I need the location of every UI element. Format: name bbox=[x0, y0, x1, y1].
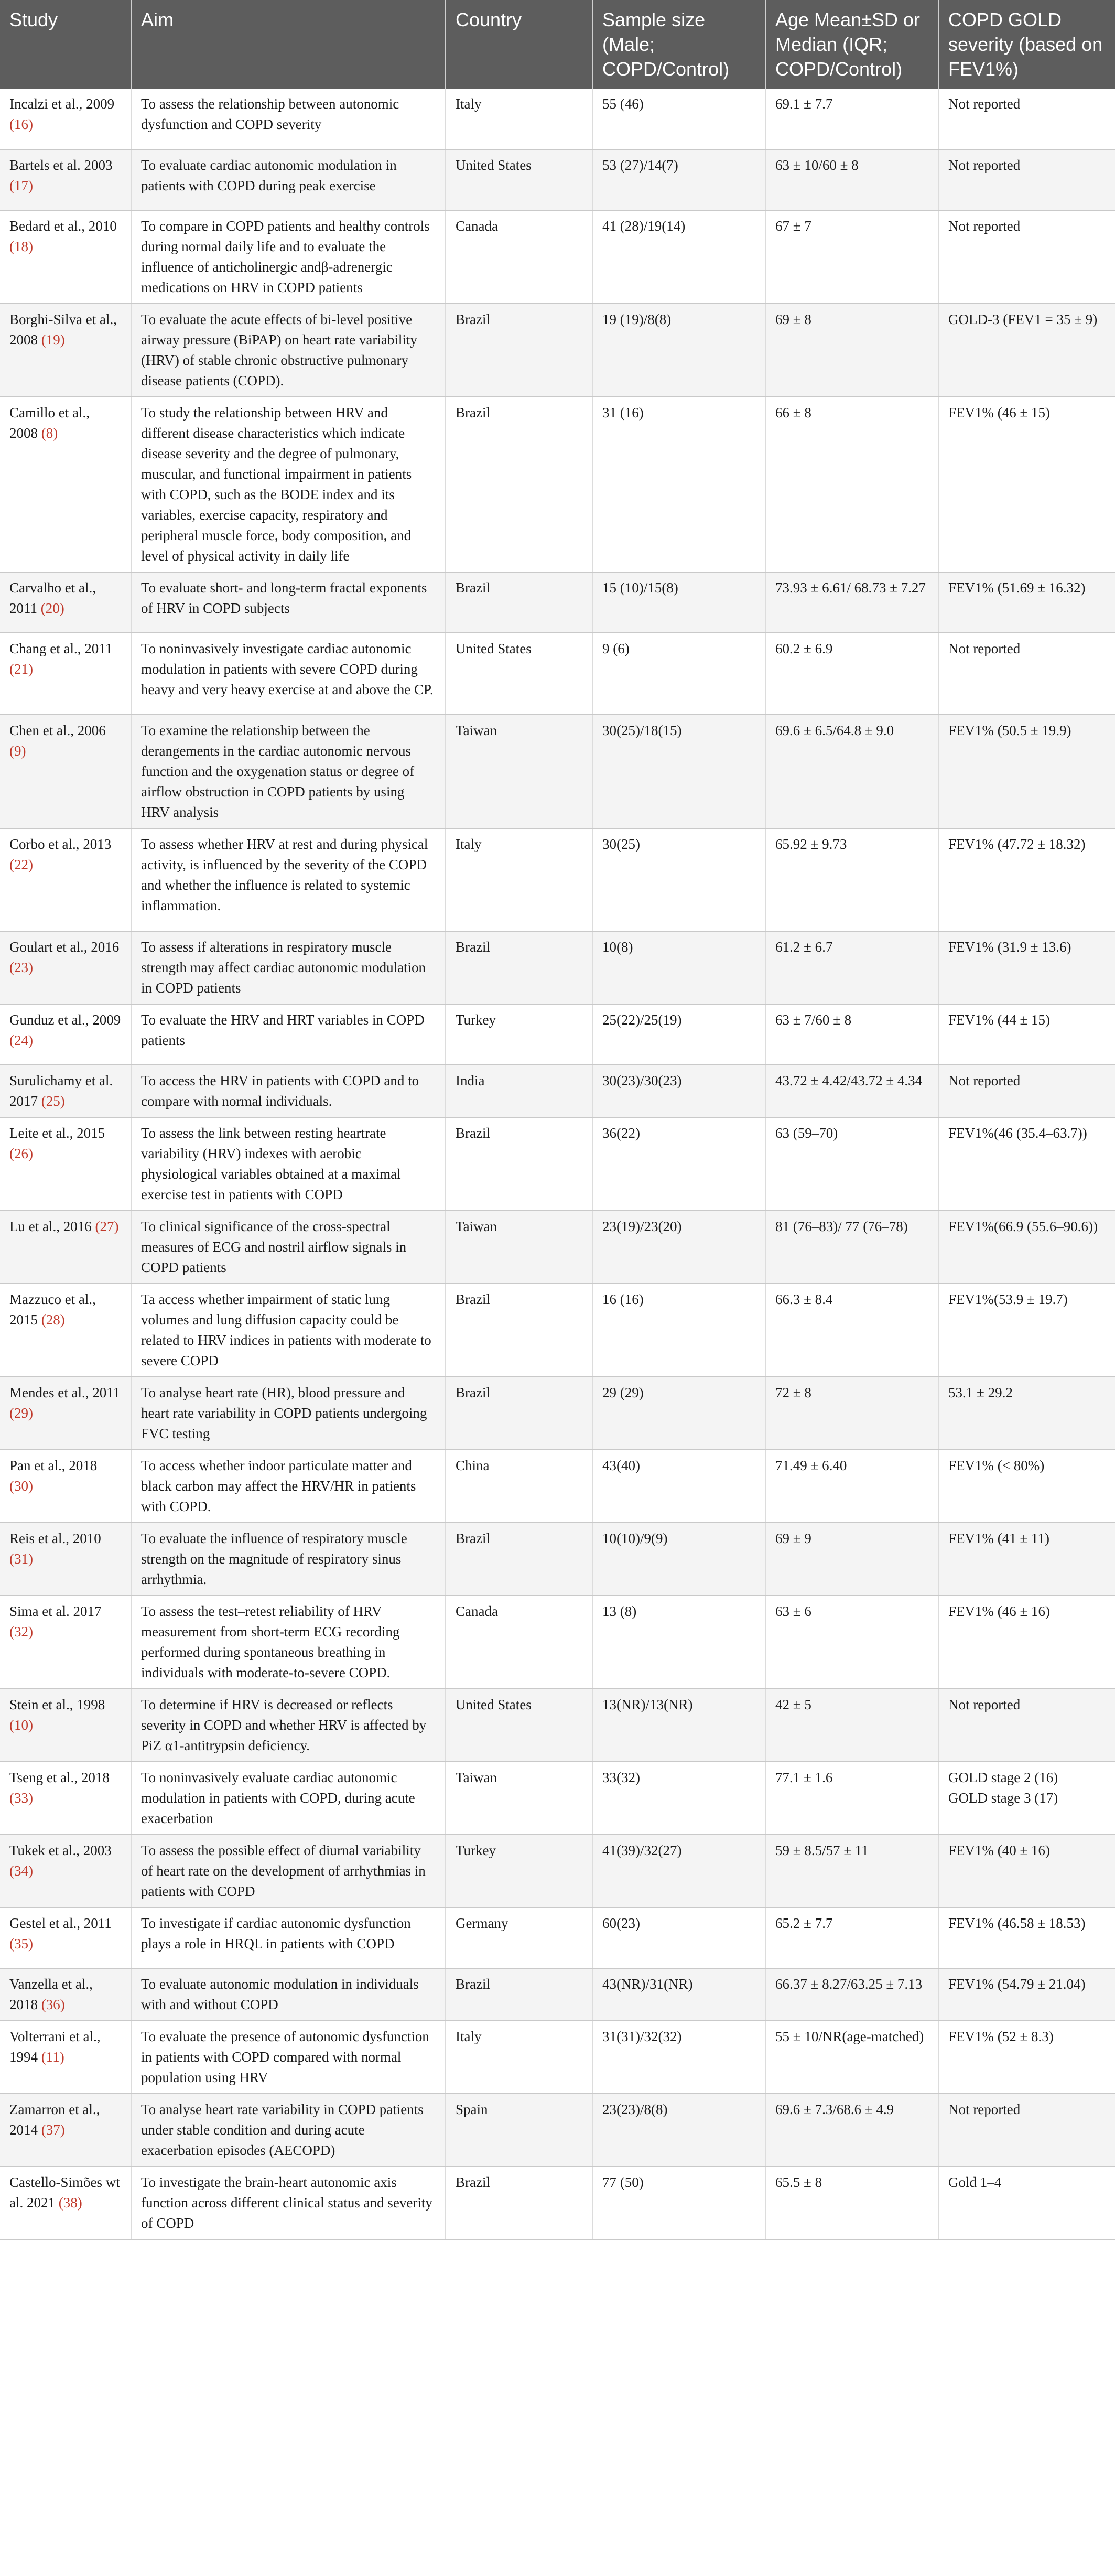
cell-severity bbox=[938, 828, 1115, 931]
table-row bbox=[0, 1117, 1115, 1211]
cell-study bbox=[0, 715, 131, 828]
reference-link[interactable]: (10) bbox=[9, 1717, 33, 1733]
cell-aim: To assess the possible effect of diurnal variability of heart rate on the development of arrhythmias in patients with COPD bbox=[131, 1835, 446, 1907]
table-row bbox=[0, 1968, 1115, 2021]
severity-text: Not reported bbox=[948, 218, 1021, 234]
cell-aim: Ta access whether impairment of static lung volumes and lung diffusion capacity could be related to HRV indices in patients with moderate to severe COPD bbox=[131, 1284, 446, 1377]
cell-age: 73.93 ± 6.61/ 68.73 ± 7.27 bbox=[765, 572, 938, 633]
cell-study bbox=[0, 931, 131, 1004]
cell-severity bbox=[938, 1523, 1115, 1596]
study-name: Borghi-Silva et al., 2008 bbox=[9, 311, 117, 348]
cell-aim: To analyse heart rate (HR), blood pressure and heart rate variability in COPD patients undergoing FVC testing bbox=[131, 1377, 446, 1450]
severity-text: FEV1% (44 ± 15) bbox=[948, 1012, 1051, 1028]
table-row bbox=[0, 1762, 1115, 1835]
cell-country: Spain bbox=[446, 2094, 592, 2167]
cell-country: Brazil bbox=[446, 1284, 592, 1377]
severity-text: Not reported bbox=[948, 641, 1021, 656]
severity-text: FEV1% (< 80%) bbox=[948, 1458, 1045, 1473]
cell-severity bbox=[938, 1284, 1115, 1377]
study-name: Tukek et al., 2003 bbox=[9, 1842, 112, 1858]
cell-aim: To evaluate short- and long-term fractal exponents of HRV in COPD subjects bbox=[131, 572, 446, 633]
cell-severity bbox=[938, 715, 1115, 828]
cell-sample-size: 29 (29) bbox=[592, 1377, 765, 1450]
cell-aim: To evaluate cardiac autonomic modulation in patients with COPD during peak exercise bbox=[131, 149, 446, 210]
table-row bbox=[0, 89, 1115, 149]
cell-sample-size: 60(23) bbox=[592, 1907, 765, 1968]
cell-sample-size: 30(25)/18(15) bbox=[592, 715, 765, 828]
study-name: Corbo et al., 2013 bbox=[9, 836, 112, 852]
cell-study bbox=[0, 828, 131, 931]
cell-age: 66.37 ± 8.27/63.25 ± 7.13 bbox=[765, 1968, 938, 2021]
table-header-row bbox=[0, 0, 1115, 89]
table-row bbox=[0, 1835, 1115, 1907]
severity-text: FEV1%(53.9 ± 19.7) bbox=[948, 1291, 1068, 1307]
cell-age: 69.1 ± 7.7 bbox=[765, 89, 938, 149]
severity-text: FEV1% (40 ± 16) bbox=[948, 1842, 1051, 1858]
cell-age: 69 ± 9 bbox=[765, 1523, 938, 1596]
header-severity: COPD GOLD severity (based on FEV1%) bbox=[938, 0, 1115, 89]
reference-link[interactable]: (37) bbox=[41, 2122, 65, 2138]
cell-country: Italy bbox=[446, 89, 592, 149]
cell-age: 59 ± 8.5/57 ± 11 bbox=[765, 1835, 938, 1907]
cell-aim: To access whether indoor particulate matter and black carbon may affect the HRV/HR in patients with COPD. bbox=[131, 1450, 446, 1523]
reference-link[interactable]: (9) bbox=[9, 743, 26, 759]
cell-sample-size: 36(22) bbox=[592, 1117, 765, 1211]
cell-sample-size: 13(NR)/13(NR) bbox=[592, 1689, 765, 1762]
table-row bbox=[0, 1450, 1115, 1523]
cell-severity bbox=[938, 1596, 1115, 1689]
cell-aim: To evaluate the HRV and HRT variables in COPD patients bbox=[131, 1004, 446, 1065]
cell-severity bbox=[938, 633, 1115, 715]
cell-country: Italy bbox=[446, 2021, 592, 2094]
cell-severity bbox=[938, 397, 1115, 572]
study-name: Sima et al. 2017 bbox=[9, 1603, 102, 1619]
cell-sample-size: 43(NR)/31(NR) bbox=[592, 1968, 765, 2021]
header-study: Study bbox=[0, 0, 131, 89]
cell-study bbox=[0, 1004, 131, 1065]
cell-study bbox=[0, 1523, 131, 1596]
cell-age: 66.3 ± 8.4 bbox=[765, 1284, 938, 1377]
cell-severity bbox=[938, 304, 1115, 397]
cell-study bbox=[0, 1968, 131, 2021]
cell-country: Germany bbox=[446, 1907, 592, 1968]
table-row bbox=[0, 715, 1115, 828]
reference-link[interactable]: (23) bbox=[9, 960, 33, 975]
cell-country: Taiwan bbox=[446, 1762, 592, 1835]
reference-link[interactable]: (16) bbox=[9, 116, 33, 132]
cell-sample-size: 30(23)/30(23) bbox=[592, 1065, 765, 1117]
header-aim: Aim bbox=[131, 0, 446, 89]
severity-text: Not reported bbox=[948, 2101, 1021, 2117]
severity-text: 53.1 ± 29.2 bbox=[948, 1385, 1013, 1400]
severity-text: Not reported bbox=[948, 157, 1021, 173]
study-name: Camillo et al., 2008 bbox=[9, 405, 90, 441]
study-name: Chang et al., 2011 bbox=[9, 641, 113, 656]
study-name: Stein et al., 1998 bbox=[9, 1697, 105, 1712]
cell-age: 55 ± 10/NR(age-matched) bbox=[765, 2021, 938, 2094]
cell-sample-size: 10(10)/9(9) bbox=[592, 1523, 765, 1596]
cell-aim: To examine the relationship between the derangements in the cardiac autonomic nervous function and the oxygenation status or degree of airflow obstruction in COPD patients by using HRV analysis bbox=[131, 715, 446, 828]
reference-link[interactable]: (26) bbox=[9, 1146, 33, 1161]
cell-age: 65.2 ± 7.7 bbox=[765, 1907, 938, 1968]
cell-age: 69.6 ± 7.3/68.6 ± 4.9 bbox=[765, 2094, 938, 2167]
study-name: Leite et al., 2015 bbox=[9, 1125, 105, 1141]
cell-age: 69.6 ± 6.5/64.8 ± 9.0 bbox=[765, 715, 938, 828]
cell-country: Brazil bbox=[446, 304, 592, 397]
cell-age: 61.2 ± 6.7 bbox=[765, 931, 938, 1004]
cell-aim: To evaluate the acute effects of bi-level positive airway pressure (BiPAP) on heart rate variability (HRV) of stable chronic obstructive pulmonary disease patients (COPD). bbox=[131, 304, 446, 397]
cell-study bbox=[0, 210, 131, 304]
reference-link[interactable]: (34) bbox=[9, 1863, 33, 1879]
cell-age: 65.92 ± 9.73 bbox=[765, 828, 938, 931]
cell-country: Italy bbox=[446, 828, 592, 931]
study-name: Castello-Simões wt al. 2021 bbox=[9, 2174, 120, 2211]
cell-sample-size: 19 (19)/8(8) bbox=[592, 304, 765, 397]
severity-text: FEV1% (41 ± 11) bbox=[948, 1530, 1050, 1546]
study-name: Reis et al., 2010 bbox=[9, 1530, 101, 1546]
cell-aim: To assess the test–retest reliability of HRV measurement from short-term ECG recording performed during spontaneous breathing in individuals with moderate-to-severe COPD. bbox=[131, 1596, 446, 1689]
cell-country: Canada bbox=[446, 210, 592, 304]
cell-aim: To assess if alterations in respiratory muscle strength may affect cardiac autonomic modulation in COPD patients bbox=[131, 931, 446, 1004]
cell-sample-size: 10(8) bbox=[592, 931, 765, 1004]
study-name: Tseng et al., 2018 bbox=[9, 1770, 110, 1785]
cell-sample-size: 55 (46) bbox=[592, 89, 765, 149]
cell-country: Brazil bbox=[446, 1117, 592, 1211]
cell-sample-size: 15 (10)/15(8) bbox=[592, 572, 765, 633]
table-row bbox=[0, 149, 1115, 210]
cell-age: 67 ± 7 bbox=[765, 210, 938, 304]
table-row bbox=[0, 2167, 1115, 2239]
cell-sample-size: 23(23)/8(8) bbox=[592, 2094, 765, 2167]
cell-study bbox=[0, 149, 131, 210]
reference-link[interactable]: (21) bbox=[9, 661, 33, 677]
severity-text: FEV1% (47.72 ± 18.32) bbox=[948, 836, 1086, 852]
cell-sample-size: 16 (16) bbox=[592, 1284, 765, 1377]
cell-aim: To compare in COPD patients and healthy controls during normal daily life and to evaluate the influence of anticholinergic andβ-adrenergic medications on HRV in COPD patients bbox=[131, 210, 446, 304]
cell-severity bbox=[938, 89, 1115, 149]
cell-country: China bbox=[446, 1450, 592, 1523]
cell-age: 77.1 ± 1.6 bbox=[765, 1762, 938, 1835]
cell-study bbox=[0, 2094, 131, 2167]
cell-age: 43.72 ± 4.42/43.72 ± 4.34 bbox=[765, 1065, 938, 1117]
cell-age: 60.2 ± 6.9 bbox=[765, 633, 938, 715]
cell-country: Brazil bbox=[446, 931, 592, 1004]
cell-study bbox=[0, 1907, 131, 1968]
cell-study bbox=[0, 2167, 131, 2239]
reference-link[interactable]: (27) bbox=[95, 1219, 119, 1234]
table-row bbox=[0, 210, 1115, 304]
reference-link[interactable]: (20) bbox=[40, 600, 64, 616]
cell-aim: To evaluate the influence of respiratory muscle strength on the magnitude of respiratory sinus arrhythmia. bbox=[131, 1523, 446, 1596]
table-row bbox=[0, 931, 1115, 1004]
cell-country: Canada bbox=[446, 1596, 592, 1689]
study-name: Volterrani et al., 1994 bbox=[9, 2029, 101, 2065]
cell-country: Brazil bbox=[446, 1523, 592, 1596]
table-row bbox=[0, 2021, 1115, 2094]
severity-text: FEV1% (54.79 ± 21.04) bbox=[948, 1976, 1086, 1992]
cell-study bbox=[0, 1284, 131, 1377]
cell-aim: To analyse heart rate variability in COPD patients under stable condition and during acute exacerbation episodes (AECOPD) bbox=[131, 2094, 446, 2167]
severity-text: Not reported bbox=[948, 96, 1021, 112]
cell-age: 63 ± 7/60 ± 8 bbox=[765, 1004, 938, 1065]
cell-study bbox=[0, 572, 131, 633]
severity-text: FEV1% (31.9 ± 13.6) bbox=[948, 939, 1071, 955]
cell-sample-size: 53 (27)/14(7) bbox=[592, 149, 765, 210]
study-name: Pan et al., 2018 bbox=[9, 1458, 98, 1473]
severity-text: FEV1% (46 ± 15) bbox=[948, 405, 1051, 421]
cell-study bbox=[0, 1762, 131, 1835]
severity-text-2: GOLD stage 3 (17) bbox=[948, 1790, 1058, 1806]
table-row bbox=[0, 1004, 1115, 1065]
cell-country: United States bbox=[446, 149, 592, 210]
cell-severity bbox=[938, 2167, 1115, 2239]
severity-text: FEV1% (52 ± 8.3) bbox=[948, 2029, 1054, 2044]
severity-text: FEV1% (50.5 ± 19.9) bbox=[948, 723, 1071, 738]
study-name: Incalzi et al., 2009 bbox=[9, 96, 115, 112]
severity-text: FEV1% (46 ± 16) bbox=[948, 1603, 1051, 1619]
cell-study bbox=[0, 633, 131, 715]
table-row bbox=[0, 1596, 1115, 1689]
cell-age: 69 ± 8 bbox=[765, 304, 938, 397]
cell-aim: To noninvasively evaluate cardiac autonomic modulation in patients with COPD, during acute exacerbation bbox=[131, 1762, 446, 1835]
table-row bbox=[0, 828, 1115, 931]
cell-study bbox=[0, 1450, 131, 1523]
cell-age: 71.49 ± 6.40 bbox=[765, 1450, 938, 1523]
cell-sample-size: 23(19)/23(20) bbox=[592, 1211, 765, 1284]
cell-aim: To investigate if cardiac autonomic dysfunction plays a role in HRQL in patients with COPD bbox=[131, 1907, 446, 1968]
cell-sample-size: 9 (6) bbox=[592, 633, 765, 715]
reference-link[interactable]: (31) bbox=[9, 1551, 33, 1567]
study-name: Goulart et al., 2016 bbox=[9, 939, 120, 955]
severity-text: FEV1% (51.69 ± 16.32) bbox=[948, 580, 1086, 596]
reference-link[interactable]: (30) bbox=[9, 1478, 33, 1494]
study-name: Bartels et al. 2003 bbox=[9, 157, 113, 173]
severity-text: Not reported bbox=[948, 1073, 1021, 1088]
cell-age: 63 ± 10/60 ± 8 bbox=[765, 149, 938, 210]
table-row bbox=[0, 1689, 1115, 1762]
cell-country: United States bbox=[446, 1689, 592, 1762]
cell-sample-size: 30(25) bbox=[592, 828, 765, 931]
cell-aim: To study the relationship between HRV and different disease characteristics which indicate disease severity and the degree of pulmonary, muscular, and functional impairment in patients with COPD, such as the BODE index and its variables, exercise capacity, respiratory and peripheral muscle force, body composition, and level of physical activity in daily life bbox=[131, 397, 446, 572]
cell-country: India bbox=[446, 1065, 592, 1117]
cell-sample-size: 31(31)/32(32) bbox=[592, 2021, 765, 2094]
header-sample-size: Sample size (Male; COPD/Control) bbox=[592, 0, 765, 89]
table-row bbox=[0, 1065, 1115, 1117]
cell-sample-size: 31 (16) bbox=[592, 397, 765, 572]
reference-link[interactable]: (33) bbox=[9, 1790, 33, 1806]
severity-text: GOLD-3 (FEV1 = 35 ± 9) bbox=[948, 311, 1098, 327]
reference-link[interactable]: (35) bbox=[9, 1936, 33, 1952]
cell-country: Brazil bbox=[446, 1377, 592, 1450]
severity-text: GOLD stage 2 (16) bbox=[948, 1770, 1058, 1785]
severity-text: FEV1% (46.58 ± 18.53) bbox=[948, 1915, 1086, 1931]
cell-severity bbox=[938, 1689, 1115, 1762]
cell-country: Brazil bbox=[446, 1968, 592, 2021]
cell-sample-size: 33(32) bbox=[592, 1762, 765, 1835]
cell-country: Brazil bbox=[446, 2167, 592, 2239]
cell-sample-size: 25(22)/25(19) bbox=[592, 1004, 765, 1065]
table-row bbox=[0, 572, 1115, 633]
reference-link[interactable]: (22) bbox=[9, 857, 33, 872]
reference-link[interactable]: (8) bbox=[41, 425, 58, 441]
cell-severity bbox=[938, 572, 1115, 633]
study-name: Carvalho et al., 2011 bbox=[9, 580, 96, 616]
cell-sample-size: 41(39)/32(27) bbox=[592, 1835, 765, 1907]
study-name: Gunduz et al., 2009 bbox=[9, 1012, 121, 1028]
study-name: Zamarron et al., 2014 bbox=[9, 2101, 100, 2138]
cell-aim: To access the HRV in patients with COPD and to compare with normal individuals. bbox=[131, 1065, 446, 1117]
cell-study bbox=[0, 1117, 131, 1211]
cell-severity bbox=[938, 1835, 1115, 1907]
cell-aim: To assess the link between resting heartrate variability (HRV) indexes with aerobic physiological variables obtained at a maximal exercise test in patients with COPD bbox=[131, 1117, 446, 1211]
cell-age: 63 ± 6 bbox=[765, 1596, 938, 1689]
cell-severity bbox=[938, 2094, 1115, 2167]
cell-severity bbox=[938, 210, 1115, 304]
cell-severity bbox=[938, 1968, 1115, 2021]
study-name: Mazzuco et al., 2015 bbox=[9, 1291, 96, 1328]
table-row bbox=[0, 2094, 1115, 2167]
cell-aim: To determine if HRV is decreased or reflects severity in COPD and whether HRV is affected by PiZ α1-antitrypsin deficiency. bbox=[131, 1689, 446, 1762]
cell-age: 42 ± 5 bbox=[765, 1689, 938, 1762]
table-row bbox=[0, 1284, 1115, 1377]
cell-country: Turkey bbox=[446, 1835, 592, 1907]
study-name: Lu et al., 2016 bbox=[9, 1219, 92, 1234]
cell-country: Taiwan bbox=[446, 715, 592, 828]
cell-severity bbox=[938, 1907, 1115, 1968]
header-age: Age Mean±SD or Median (IQR; COPD/Control) bbox=[765, 0, 938, 89]
cell-sample-size: 41 (28)/19(14) bbox=[592, 210, 765, 304]
reference-link[interactable]: (25) bbox=[41, 1093, 65, 1109]
study-name: Mendes et al., 2011 bbox=[9, 1385, 121, 1400]
cell-severity bbox=[938, 1004, 1115, 1065]
cell-aim: To assess the relationship between autonomic dysfunction and COPD severity bbox=[131, 89, 446, 149]
cell-severity bbox=[938, 1377, 1115, 1450]
table-row bbox=[0, 397, 1115, 572]
cell-severity bbox=[938, 1211, 1115, 1284]
cell-country: Taiwan bbox=[446, 1211, 592, 1284]
cell-study bbox=[0, 89, 131, 149]
cell-study bbox=[0, 1835, 131, 1907]
reference-link[interactable]: (29) bbox=[9, 1405, 33, 1421]
cell-age: 66 ± 8 bbox=[765, 397, 938, 572]
reference-link[interactable]: (18) bbox=[9, 239, 33, 254]
cell-aim: To evaluate autonomic modulation in individuals with and without COPD bbox=[131, 1968, 446, 2021]
study-name: Vanzella et al., 2018 bbox=[9, 1976, 93, 2012]
cell-severity bbox=[938, 2021, 1115, 2094]
cell-severity bbox=[938, 1117, 1115, 1211]
cell-severity bbox=[938, 1065, 1115, 1117]
table-row bbox=[0, 633, 1115, 715]
cell-age: 65.5 ± 8 bbox=[765, 2167, 938, 2239]
reference-link[interactable]: (36) bbox=[41, 1997, 65, 2012]
cell-aim: To assess whether HRV at rest and during physical activity, is influenced by the severity of the COPD and whether the influence is related to systemic inflammation. bbox=[131, 828, 446, 931]
cell-aim: To investigate the brain-heart autonomic axis function across different clinical status and severity of COPD bbox=[131, 2167, 446, 2239]
reference-link[interactable]: (17) bbox=[9, 178, 33, 193]
study-name: Bedard et al., 2010 bbox=[9, 218, 117, 234]
reference-link[interactable]: (28) bbox=[41, 1312, 65, 1328]
cell-severity bbox=[938, 931, 1115, 1004]
table-row bbox=[0, 304, 1115, 397]
cell-sample-size: 43(40) bbox=[592, 1450, 765, 1523]
study-name: Chen et al., 2006 bbox=[9, 723, 106, 738]
cell-country: United States bbox=[446, 633, 592, 715]
cell-sample-size: 13 (8) bbox=[592, 1596, 765, 1689]
cell-study bbox=[0, 397, 131, 572]
cell-country: Brazil bbox=[446, 572, 592, 633]
cell-study bbox=[0, 1689, 131, 1762]
cell-aim: To noninvasively investigate cardiac autonomic modulation in patients with severe COPD during heavy and very heavy exercise at and above the CP. bbox=[131, 633, 446, 715]
table-row bbox=[0, 1907, 1115, 1968]
reference-link[interactable]: (24) bbox=[9, 1032, 33, 1048]
reference-link[interactable]: (19) bbox=[41, 332, 65, 348]
cell-study bbox=[0, 1065, 131, 1117]
cell-country: Turkey bbox=[446, 1004, 592, 1065]
study-name: Gestel et al., 2011 bbox=[9, 1915, 112, 1931]
cell-sample-size: 77 (50) bbox=[592, 2167, 765, 2239]
cell-study bbox=[0, 1211, 131, 1284]
cell-aim: To clinical significance of the cross-spectral measures of ECG and nostril airflow signals in COPD patients bbox=[131, 1211, 446, 1284]
cell-country: Brazil bbox=[446, 397, 592, 572]
reference-link[interactable]: (32) bbox=[9, 1624, 33, 1640]
cell-age: 72 ± 8 bbox=[765, 1377, 938, 1450]
cell-study bbox=[0, 1596, 131, 1689]
cell-age: 81 (76–83)/ 77 (76–78) bbox=[765, 1211, 938, 1284]
cell-severity bbox=[938, 1450, 1115, 1523]
reference-link[interactable]: (38) bbox=[58, 2195, 82, 2211]
severity-text: FEV1%(66.9 (55.6–90.6)) bbox=[948, 1219, 1098, 1234]
cell-severity bbox=[938, 149, 1115, 210]
cell-aim: To evaluate the presence of autonomic dysfunction in patients with COPD compared with normal population using HRV bbox=[131, 2021, 446, 2094]
severity-text: Not reported bbox=[948, 1697, 1021, 1712]
cell-study bbox=[0, 1377, 131, 1450]
header-country: Country bbox=[446, 0, 592, 89]
table-row bbox=[0, 1377, 1115, 1450]
reference-link[interactable]: (11) bbox=[41, 2049, 64, 2065]
table-row bbox=[0, 1211, 1115, 1284]
cell-severity bbox=[938, 1762, 1115, 1835]
severity-text: Gold 1–4 bbox=[948, 2174, 1002, 2190]
cell-age: 63 (59–70) bbox=[765, 1117, 938, 1211]
study-name: Surulichamy et al. 2017 bbox=[9, 1073, 113, 1109]
table-row bbox=[0, 1523, 1115, 1596]
cell-study bbox=[0, 304, 131, 397]
cell-study bbox=[0, 2021, 131, 2094]
severity-text: FEV1%(46 (35.4–63.7)) bbox=[948, 1125, 1087, 1141]
